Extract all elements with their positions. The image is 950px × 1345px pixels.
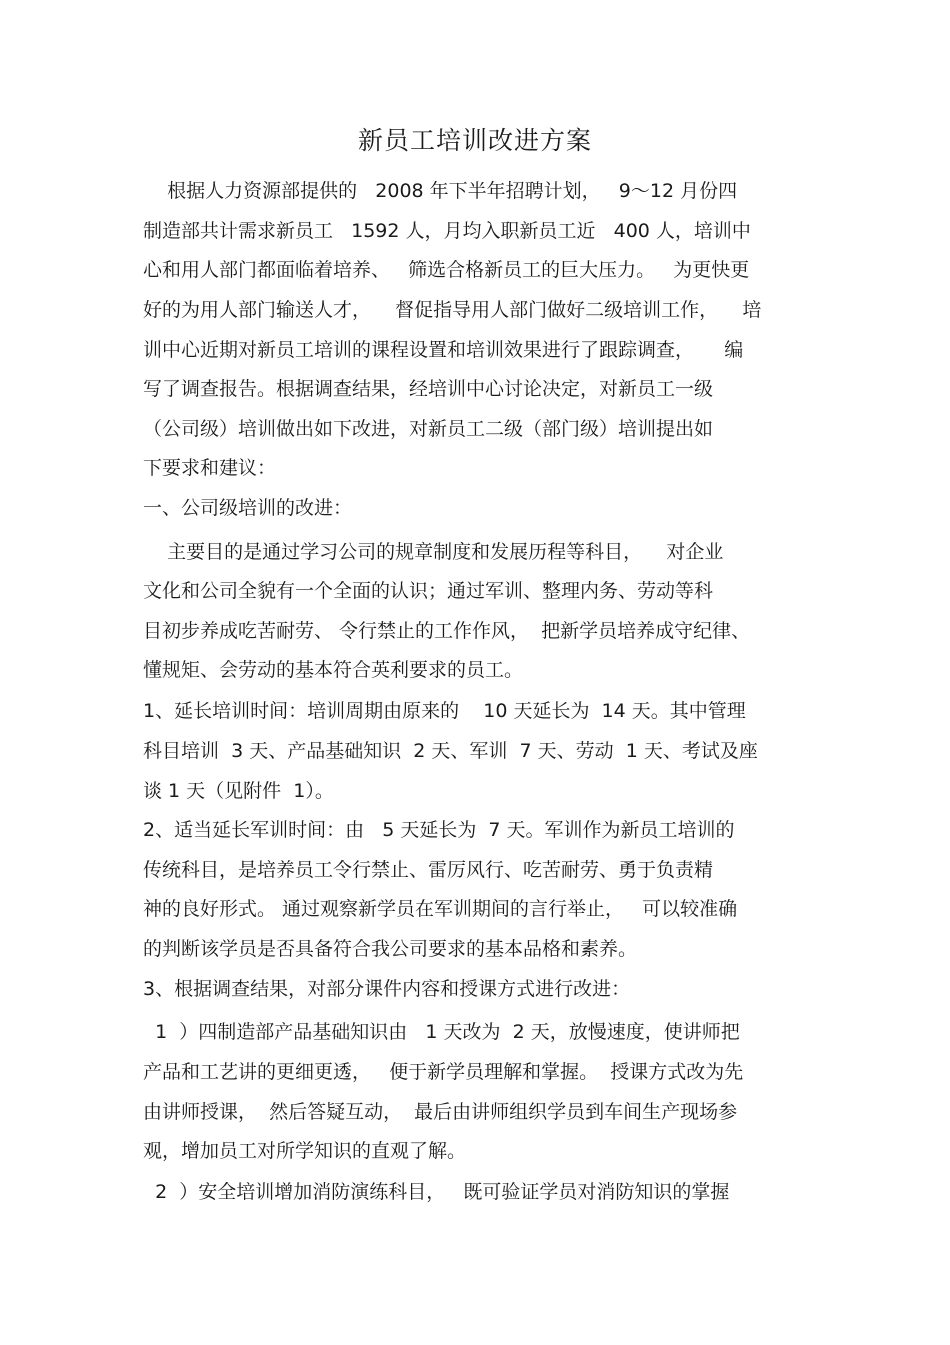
paragraph-line-7: （公司级）培训做出如下改进，对新员工二级（部门级）培训提出如 (143, 418, 714, 440)
document-title: 新员工培训改进方案 (357, 126, 592, 155)
paragraph-line-9: 主要目的是通过学习公司的规章制度和发展历程等科目， 对企业 (143, 541, 724, 563)
list-item-2-line-4: 的判断该学员是否具备符合我公司要求的基本品格和素养。 (143, 938, 638, 960)
sub-item-1-line-1: 1 ）四制造部产品基础知识由 1 天改为 2 天，放慢速度，使讲师把 (143, 1021, 740, 1043)
list-item-2-line-1: 2、适当延长军训时间：由 5 天延长为 7 天。军训作为新员工培训的 (143, 819, 735, 841)
list-item-1-line-3: 谈 1 天（见附件 1）。 (143, 780, 334, 802)
paragraph-line-1: 根据人力资源部提供的 2008 年下半年招聘计划， 9～12 月份四 (143, 180, 738, 202)
paragraph-line-2: 制造部共计需求新员工 1592 人，月均入职新员工近 400 人，培训中 (143, 220, 751, 242)
list-item-1-line-2: 科目培训 3 天、产品基础知识 2 天、军训 7 天、劳动 1 天、考试及座 (143, 740, 758, 762)
section-heading-1: 一、公司级培训的改进： (143, 497, 353, 519)
paragraph-line-5: 训中心近期对新员工培训的课程设置和培训效果进行了跟踪调查， 编 (143, 339, 744, 361)
list-item-2-line-3: 神的良好形式。 通过观察新学员在军训期间的言行举止， 可以较准确 (143, 898, 738, 920)
list-item-1-line-1: 1、延长培训时间：培训周期由原来的 10 天延长为 14 天。其中管理 (143, 700, 746, 722)
paragraph-line-4: 好的为用人部门输送人才， 督促指导用人部门做好二级培训工作， 培 (143, 299, 762, 321)
sub-item-2-line-1: 2 ）安全培训增加消防演练科目， 既可验证学员对消防知识的掌握 (143, 1181, 730, 1203)
sub-item-1-line-3: 由讲师授课， 然后答疑互动， 最后由讲师组织学员到车间生产现场参 (143, 1101, 738, 1123)
list-item-2-line-2: 传统科目，是培养员工令行禁止、雷厉风行、吃苦耐劳、勇于负责精 (143, 859, 714, 881)
paragraph-line-6: 写了调查报告。根据调查结果，经培训中心讨论决定，对新员工一级 (143, 378, 714, 400)
paragraph-line-3: 心和用人部门都面临着培养、 筛选合格新员工的巨大压力。 为更快更 (143, 259, 750, 281)
paragraph-line-11: 目初步养成吃苦耐劳、 令行禁止的工作作风， 把新学员培养成守纪律、 (143, 620, 751, 642)
sub-item-1-line-2: 产品和工艺讲的更细更透， 便于新学员理解和掌握。 授课方式改为先 (143, 1061, 744, 1083)
list-item-3-line-1: 3、根据调查结果，对部分课件内容和授课方式进行改进： (143, 978, 631, 1000)
paragraph-line-12: 懂规矩、会劳动的基本符合英利要求的员工。 (143, 659, 524, 681)
paragraph-line-8: 下要求和建议： (143, 457, 277, 479)
sub-item-1-line-4: 观，增加员工对所学知识的直观了解。 (143, 1140, 467, 1162)
paragraph-line-10: 文化和公司全貌有一个全面的认识；通过军训、整理内务、劳动等科 (143, 580, 714, 602)
